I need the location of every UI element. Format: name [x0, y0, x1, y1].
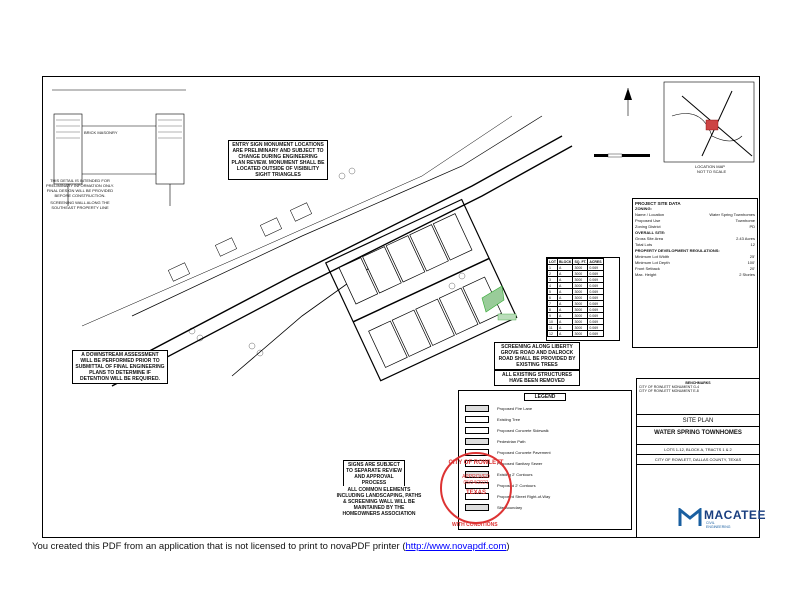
project-data-key: OVERALL SITE: [635, 230, 666, 235]
project-data-value: 100' [747, 260, 755, 265]
legend-item [465, 414, 631, 425]
lot-table-cell: 5 [548, 289, 558, 295]
lot-table-header: LOT [549, 259, 556, 264]
lot-table-cell: 0.069 [588, 301, 603, 307]
project-data-value: 2.43 Acres [736, 236, 755, 241]
signs-note: SIGNS ARE SUBJECT TO SEPARATE REVIEW AND APPROVAL PROCESS [343, 460, 405, 488]
project-data-key: Minimum Lot Width [635, 254, 670, 259]
stamp-middle: APPROVED [462, 474, 490, 480]
lot-table-cell: 10 [548, 319, 558, 325]
detail-note: THIS DETAIL IS INTENDED FOR PRELIMINARY INFORMATION ONLY. FINAL DESIGN WILL BE PROVIDED BEFORE CONSTRUCTION. [45, 178, 115, 198]
legend-label: Proposed 2' Contours [497, 483, 536, 488]
project-data-value: 2 Stories [739, 272, 755, 277]
firm-name: MACATEE [704, 508, 766, 522]
project-data-value: 20' [749, 266, 755, 271]
lot-table-cell: 2 [548, 271, 558, 277]
legend-symbol-icon [465, 427, 489, 434]
lot-table-cell: 0.069 [588, 283, 603, 289]
legend-label: Proposed Concrete Pavement [497, 450, 551, 455]
legend-symbol-icon [465, 438, 489, 445]
legend-item [465, 425, 631, 436]
lot-table-cell: A [558, 307, 573, 313]
project-data-value: 12 [750, 242, 755, 247]
footer-close: ) [506, 541, 510, 552]
lot-table-cell: 0.069 [588, 325, 603, 331]
project-data-key: Zoning District [635, 224, 661, 229]
legend-symbol-icon [465, 405, 489, 412]
lot-table-cell: 0.069 [588, 295, 603, 301]
lot-table-cell: 12 [548, 331, 558, 337]
lot-table-cell: 0.069 [588, 313, 603, 319]
legend-label: Proposed Fire Lane [497, 406, 533, 411]
project-data-title: PROJECT SITE DATA [635, 201, 681, 206]
scale-bar [594, 154, 650, 157]
lot-table-cell: 0.069 [588, 307, 603, 313]
benchmarks [637, 379, 759, 415]
lot-table-cell: 0.069 [588, 331, 603, 337]
north-arrow [624, 88, 632, 116]
lot-table-cell: A [558, 313, 573, 319]
lot-table-cell: A [558, 319, 573, 325]
project-data-key: Max. Height [635, 272, 657, 277]
project-data-panel [632, 198, 758, 348]
lot-table-cell: 3000 [573, 271, 588, 277]
stamp-conditions: WITH CONDITIONS [452, 522, 498, 528]
legend-item [465, 436, 631, 447]
screening-note: SCREENING ALONG LIBERTY GROVE ROAD AND DALROCK ROAD SHALL BE PROVIDED BY EXISTING TREES [494, 342, 580, 370]
benchmarks-label: BENCHMARKS [685, 381, 711, 385]
lot-table-cell: 1 [548, 265, 558, 271]
legend-label: Existing Tree [497, 417, 521, 422]
project-data-value: 25' [749, 254, 755, 259]
project-data-key: Gross Site Area [635, 236, 664, 241]
legend-label: Pedestrian Path [497, 439, 526, 444]
location-map-scale: NOT TO SCALE [697, 169, 727, 174]
lot-table-cell: 3000 [573, 319, 588, 325]
lot-table-cell: A [558, 283, 573, 289]
wall-detail-left [54, 114, 82, 184]
project-data-value: PD [749, 224, 755, 229]
liberty-grove-road [102, 136, 562, 376]
lot-table-cell: 11 [548, 325, 558, 331]
legend-symbol-icon [465, 416, 489, 423]
benchmark-1: CITY OF ROWLETT MONUMENT G-4 [639, 385, 700, 389]
lot-table-header: SQ. FT. [574, 259, 587, 264]
lot-table-cell: 0.069 [588, 265, 603, 271]
lot-table-cell: 3000 [573, 313, 588, 319]
lot-table-cell: 6 [548, 295, 558, 301]
location-label: CITY OF ROWLETT, DALLAS COUNTY, TEXAS [637, 455, 759, 465]
lot-table-cell: 9 [548, 313, 558, 319]
legend-title: LEGEND [524, 393, 566, 401]
lot-table-header: BLOCK [559, 259, 572, 264]
lot-table-cell: 0.069 [588, 277, 603, 283]
downstream-note: A DOWNSTREAM ASSESSMENT WILL BE PERFORMED PRIOR TO SUBMITTAL OF FINAL ENGINEERING PLANS TO DETERMINE IF DETENTION WILL BE REQUIRED. [72, 350, 168, 384]
project-data-value: Townhome [735, 218, 755, 223]
lot-table-cell: 3 [548, 277, 558, 283]
approval-stamp [440, 452, 512, 524]
benchmark-2: CITY OF ROWLETT MONUMENT E-8 [639, 389, 699, 393]
project-data-key: Minimum Lot Depth [635, 260, 670, 265]
legend-label: Proposed Concrete Sidewalk [497, 428, 549, 433]
lot-table-row [548, 331, 604, 337]
lot-table-cell: 0.069 [588, 289, 603, 295]
wall-detail-right [156, 114, 184, 184]
stamp-date: 05/04/2021 [463, 480, 489, 486]
lot-table-header: ACRES [589, 259, 602, 264]
lots-label: LOTS 1-12, BLOCK A, TRACTS 1 & 2 [637, 445, 759, 455]
location-map-label: LOCATION MAP [695, 164, 725, 169]
structures-note: ALL EXISTING STRUCTURES HAVE BEEN REMOVED [494, 370, 580, 386]
lot-table-cell: A [558, 265, 573, 271]
project-data-key: ZONING: [635, 206, 652, 211]
footer-notice [32, 541, 510, 552]
lot-table-cell: 0.069 [588, 319, 603, 325]
project-data-key: Total Lots [635, 242, 653, 247]
lot-table-cell: 3000 [573, 307, 588, 313]
screen-wall-caption: SCREENING WALL ALONG THE SOUTHEAST PROPERTY LINE [50, 200, 110, 210]
footer-text: You created this PDF from an application that is not licensed to print to novaPDF printer ( [32, 541, 406, 552]
lot-table-cell: 3000 [573, 289, 588, 295]
project-data-key: Proposed Use [635, 218, 661, 223]
firm-sub: CIVIL ENGINEERING [706, 521, 731, 529]
location-map [664, 82, 754, 162]
lot-table-cell: A [558, 277, 573, 283]
project-data-key: PROPERTY DEVELOPMENT REGULATIONS: [635, 248, 720, 253]
lot-table-cell: A [558, 289, 573, 295]
lot-table-cell: 3000 [573, 325, 588, 331]
stamp-top: CITY OF ROWLETT [448, 460, 504, 466]
brick-label: BRICK MASONRY [84, 130, 118, 135]
legend-label: Site Boundary [497, 505, 523, 510]
stamp-bottom: TEXAS [465, 490, 486, 496]
legend-label: Proposed Sanitary Sewer [497, 461, 543, 466]
project-data-row [635, 272, 755, 278]
lot-table-cell: A [558, 271, 573, 277]
project-data-value: Water Spring Townhomes [709, 212, 755, 217]
lot-table-cell: 3000 [573, 301, 588, 307]
lot-table [547, 258, 604, 337]
common-note: ALL COMMON ELEMENTS INCLUDING LANDSCAPING, PATHS & SCREENING WALL WILL BE MAINTAINED BY THE HOMEOWNERS ASSOCIATION [334, 486, 424, 518]
lot-table-cell: 3000 [573, 295, 588, 301]
monument-note: ENTRY SIGN MONUMENT LOCATIONS ARE PRELIMINARY AND SUBJECT TO CHANGE DURING ENGINEERING PLAN REVIEW. MONUMENT SHALL BE LOCATED OUTSIDE OF VISIBILITY SIGHT TRIANGLES [228, 140, 328, 180]
lot-table-cell: 4 [548, 283, 558, 289]
legend-item [465, 403, 631, 414]
lot-table-cell: 3000 [573, 331, 588, 337]
lot-table-cell: 3000 [573, 277, 588, 283]
logo-mark-icon [678, 508, 702, 528]
lot-table-cell: 0.069 [588, 271, 603, 277]
sheet-title: SITE PLAN [637, 415, 759, 427]
lot-table-cell: A [558, 301, 573, 307]
project-data-key: Name / Location [635, 212, 665, 217]
project-name: WATER SPRING TOWNHOMES [637, 427, 759, 445]
project-data-key: Front Setback [635, 266, 660, 271]
lot-table-panel [546, 257, 620, 341]
project-data-rows [635, 206, 755, 278]
lot-table-cell: A [558, 331, 573, 337]
legend-label: Existing 2' Contours [497, 472, 533, 477]
lot-table-cell: 3000 [573, 265, 588, 271]
lot-table-cell: 8 [548, 307, 558, 313]
lot-table-cell: A [558, 325, 573, 331]
legend-label: Proposed Street Right-of-Way [497, 494, 551, 499]
lot-table-cell: A [558, 295, 573, 301]
lot-table-cell: 7 [548, 301, 558, 307]
novapdf-link[interactable]: http://www.novapdf.com [405, 541, 507, 552]
lot-table-cell: 3000 [573, 283, 588, 289]
